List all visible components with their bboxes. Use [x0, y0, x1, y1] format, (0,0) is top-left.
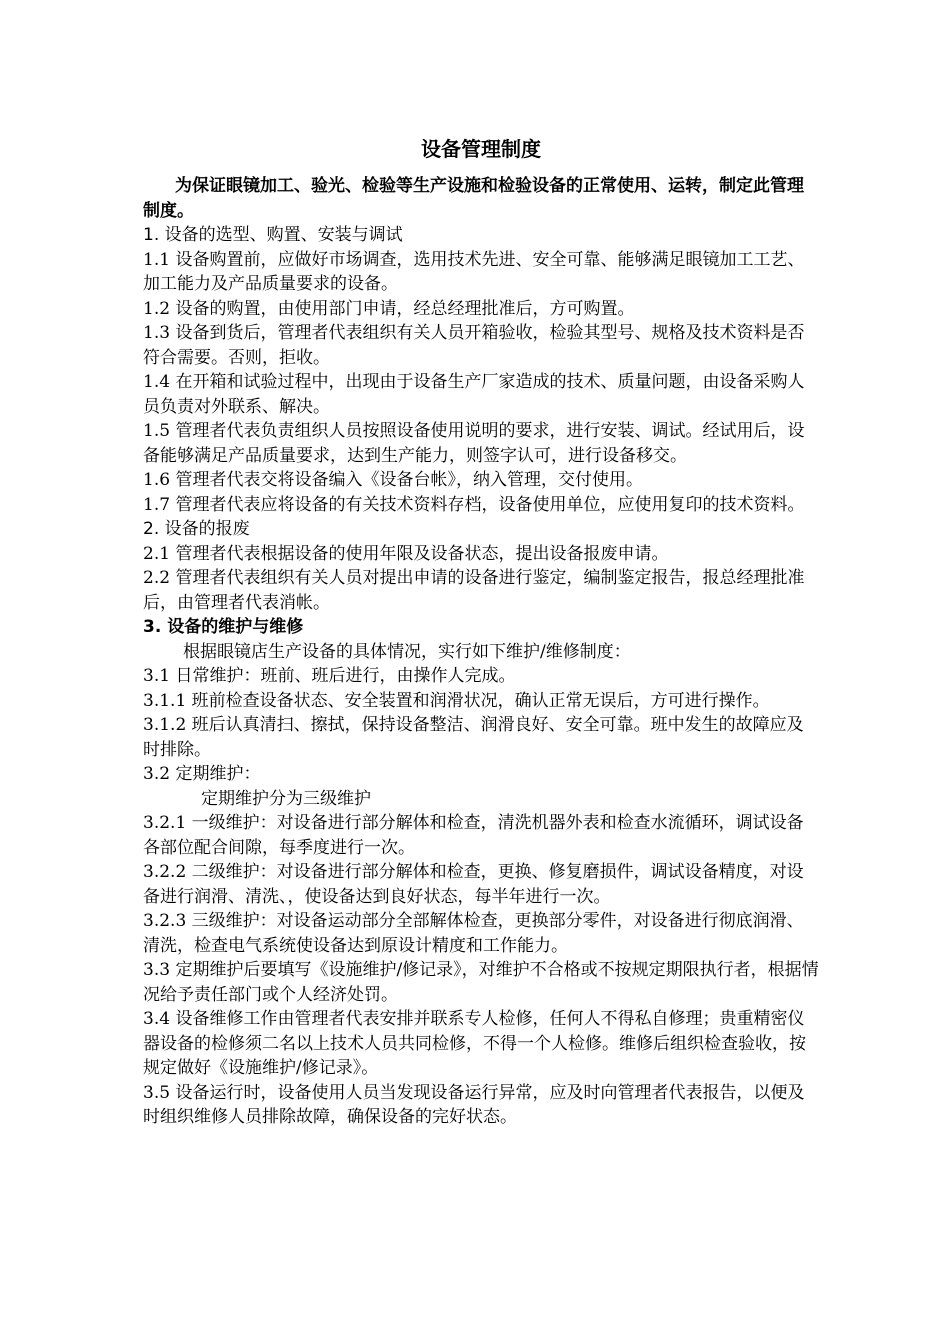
clause-2-1: 2.1 管理者代表根据设备的使用年限及设备状态，提出设备报废申请。: [143, 543, 669, 564]
clause-1-7: 1.7 管理者代表应将设备的有关技术资料存档，设备使用单位，应使用复印的技术资料。: [143, 494, 805, 515]
clause-2-2: 2.2 管理者代表组织有关人员对提出申请的设备进行鉴定，编制鉴定报告，报总经理批准后，由管理者代表消帐。: [143, 568, 805, 613]
section-heading-3: 3. 设备的维护与维修: [143, 617, 304, 637]
section-heading-2: 2. 设备的报废: [143, 519, 250, 539]
section-3-intro: 根据眼镜店生产设备的具体情况，实行如下维护/维修制度：: [183, 641, 631, 662]
clause-3-3: 3.3 定期维护后要填写《设施维护/修记录》，对维护不合格或不按规定期限执行者，根据情况给予责任部门或个人经济处罚。: [143, 960, 819, 1005]
clause-1-3: 1.3 设备到货后，管理者代表组织有关人员开箱验收，检验其型号、规格及技术资料是否符合需要。否则，拒收。: [143, 323, 805, 368]
clause-1-4: 1.4 在开箱和试验过程中，出现由于设备生产厂家造成的技术、质量问题，由设备采购人员负责对外联系、解决。: [143, 372, 805, 417]
clause-3-5: 3.5 设备运行时，设备使用人员当发现设备运行异常，应及时向管理者代表报告，以便及时组织维修人员排除故障，确保设备的完好状态。: [143, 1082, 805, 1127]
section-heading-1: 1. 设备的选型、购置、安装与调试: [143, 225, 403, 245]
clause-1-6: 1.6 管理者代表交将设备编入《设备台帐》，纳入管理，交付使用。: [143, 470, 643, 490]
document-page: [143, 134, 819, 1130]
document-title: 设备管理制度: [421, 137, 541, 161]
clause-1-1: 1.1 设备购置前，应做好市场调查，选用技术先进、安全可靠、能够满足眼镜加工工艺、加工能力及产品质量要求的设备。: [143, 249, 805, 294]
clause-3-2-intro: 定期维护分为三级维护: [201, 788, 371, 809]
intro-paragraph: 为保证眼镜加工、验光、检验等生产设施和检验设备的正常使用、运转，制定此管理制度。: [143, 176, 804, 221]
clause-3-4: 3.4 设备维修工作由管理者代表安排并联系专人检修，任何人不得私自修理；贵重精密仪器设备的检修须二名以上技术人员共同检修，不得一个人检修。维修后组织检查验收，按规定做好《设施维护/修记录》。: [143, 1009, 806, 1078]
clause-1-2: 1.2 设备的购置，由使用部门申请，经总经理批准后，方可购置。: [143, 298, 635, 319]
clause-3-1: 3.1 日常维护：班前、班后进行，由操作人完成。: [143, 666, 516, 686]
clause-3-1-2: 3.1.2 班后认真清扫、擦拭，保持设备整洁、润滑良好、安全可靠。班中发生的故障应及时排除。: [143, 715, 804, 760]
clause-3-2-2: 3.2.2 二级维护：对设备进行部分解体和检查，更换、修复磨损件，调试设备精度，对设备进行润滑、清洗、，使设备达到良好状态，每半年进行一次。: [143, 862, 804, 907]
clause-3-2-1: 3.2.1 一级维护：对设备进行部分解体和检查，清洗机器外表和检查水流循环，调试设备各部位配合间隙，每季度进行一次。: [143, 813, 804, 858]
clause-3-1-1: 3.1.1 班前检查设备状态、安全装置和润滑状况，确认正常无误后，方可进行操作。: [143, 690, 770, 711]
clause-3-2: 3.2 定期维护：: [143, 764, 261, 784]
clause-1-5: 1.5 管理者代表负责组织人员按照设备使用说明的要求，进行安装、调试。经试用后，设备能够满足产品质量要求，达到生产能力，则签字认可，进行设备移交。: [143, 421, 805, 466]
clause-3-2-3: 3.2.3 三级维护：对设备运动部分全部解体检查，更换部分零件，对设备进行彻底润滑、清洗，检查电气系统使设备达到原设计精度和工作能力。: [143, 911, 804, 956]
